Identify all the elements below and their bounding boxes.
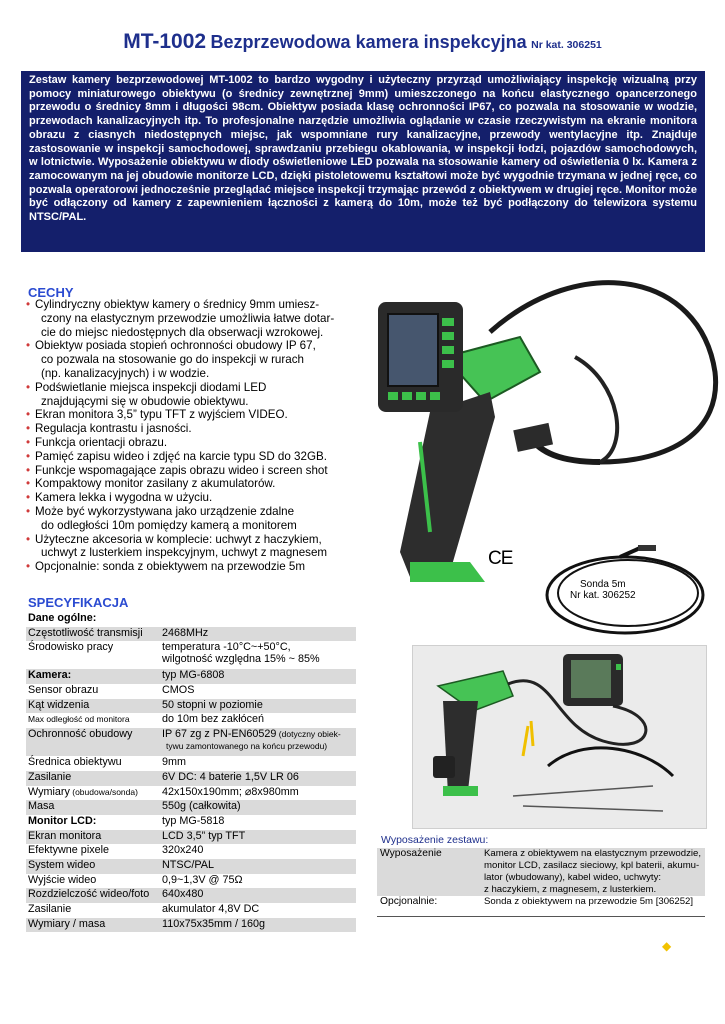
spec-row	[26, 771, 356, 786]
spec-value	[160, 786, 356, 801]
feature-line: czony na elastycznym przewodzie umożliwia łatwe dotar-	[41, 311, 335, 325]
kit-divider	[377, 916, 705, 917]
spec-label	[26, 771, 160, 786]
kit-label: Opcjonalnie:	[380, 896, 438, 907]
feature-line: (np. kanalizacyjnych) i w wodzie.	[41, 366, 210, 380]
bullet-icon: •	[26, 477, 31, 491]
spec-value-text: 550g (całkowita)	[162, 800, 241, 813]
bullet-icon: •	[26, 298, 31, 311]
feature-item	[26, 560, 366, 574]
kit-value	[481, 848, 705, 896]
bullet-icon: •	[26, 449, 31, 463]
kit-label: Wyposażenie	[377, 848, 481, 896]
spec-label	[26, 728, 160, 756]
feature-line: Ekran monitora 3,5” typu TFT z wyjściem VIDEO.	[35, 408, 288, 422]
spec-value	[160, 641, 356, 669]
spec-label	[26, 786, 160, 801]
spec-label	[26, 888, 160, 903]
kit-row	[377, 848, 705, 896]
feature-line: cie do miejsc niedostępnych dla obserwacji wzrokowej.	[41, 325, 324, 339]
spec-label	[26, 874, 160, 889]
spec-label-text: Częstotliwość transmisji	[28, 626, 143, 639]
kit-title: Wyposażenie zestawu:	[381, 834, 489, 846]
kit-value-line: Sonda z obiektywem na przewodzie 5m [306252]	[484, 896, 694, 907]
spec-value-text: 9mm	[162, 756, 186, 769]
feature-line: Funkcja orientacji obrazu.	[35, 435, 168, 449]
feature-line: Cylindryczny obiektyw kamery o średnicy 9mm umiesz-	[35, 298, 320, 311]
spec-row	[26, 684, 356, 699]
feature-item	[26, 491, 366, 505]
features-title: CECHY	[28, 285, 74, 300]
spec-label-text: Max odległość od monitora	[28, 714, 130, 725]
kit-table	[377, 848, 705, 908]
spec-label-text: Monitor LCD:	[28, 814, 97, 827]
bullet-icon: •	[26, 435, 31, 449]
spec-value-text: 110x75x35mm / 160g	[162, 917, 266, 930]
feature-line: Podświetlanie miejsca inspekcji diodami LED	[35, 380, 267, 394]
spec-value	[160, 800, 356, 815]
spec-label-text: Efektywne pixele	[28, 844, 110, 857]
spec-label-text: Wymiary / masa	[28, 917, 106, 930]
spec-row	[26, 874, 356, 889]
bullet-icon: •	[26, 560, 31, 574]
features-list	[26, 298, 366, 574]
feature-line: Kompaktowy monitor zasilany z akumulatorów.	[35, 477, 276, 491]
spec-value	[160, 888, 356, 903]
spec-value	[160, 903, 356, 918]
kit-row	[377, 896, 705, 908]
spec-label-text: Sensor obrazu	[28, 684, 99, 697]
spec-row	[26, 699, 356, 714]
bullet-icon: •	[26, 463, 31, 477]
spec-value-text: 0,9~1,3V @ 75Ω	[162, 873, 243, 886]
feature-line: Użyteczne akcesoria w komplecie: uchwyt z haczykiem,	[35, 532, 322, 546]
spec-label-text: Kąt widzenia	[28, 698, 90, 711]
spec-row	[26, 888, 356, 903]
feature-line: Obiektyw posiada stopień ochronności obudowy IP 67,	[35, 339, 316, 353]
spec-label-text: System wideo	[28, 858, 96, 871]
specs-title: SPECYFIKACJA	[28, 595, 129, 610]
spec-row	[26, 669, 356, 684]
kit-photo	[412, 645, 707, 829]
spec-label-text: Ekran monitora	[28, 829, 102, 842]
spec-row	[26, 918, 356, 933]
spec-value-text: 42x150x190mm; ⌀8x980mm	[162, 785, 299, 798]
spec-label	[26, 800, 160, 815]
spec-row	[26, 627, 356, 642]
feature-item	[26, 450, 366, 464]
spec-row	[26, 612, 356, 627]
spec-label	[26, 844, 160, 859]
kit-value-line: z haczykiem, z magnesem, z lusterkiem.	[484, 884, 657, 895]
feature-item	[26, 464, 366, 478]
spec-label-text: Środowisko pracy	[28, 641, 114, 654]
product-name: Bezprzewodowa kamera inspekcyjna	[210, 32, 527, 52]
kit-value	[481, 896, 705, 908]
spec-label	[26, 756, 160, 771]
bullet-icon: •	[26, 532, 31, 546]
spec-label	[26, 859, 160, 874]
spec-row	[26, 800, 356, 815]
spec-label	[26, 713, 160, 728]
spec-label-text: Zasilanie	[28, 770, 72, 783]
feature-line: Regulacja kontrastu i jasności.	[35, 422, 192, 436]
spec-value	[160, 874, 356, 889]
bullet-icon: •	[26, 422, 31, 436]
sonda-label-line2: Nr kat. 306252	[570, 590, 636, 601]
spec-value	[160, 918, 356, 933]
bullet-icon: •	[26, 504, 31, 518]
feature-item	[26, 408, 366, 422]
feature-line: Pamięć zapisu wideo i zdjęć na karcie typu SD do 32GB.	[35, 449, 327, 463]
spec-value	[160, 771, 356, 786]
spec-value-note: (dotyczny obiek-	[276, 729, 341, 740]
spec-value	[160, 830, 356, 845]
spec-value	[160, 859, 356, 874]
kit-value-line: Kamera z obiektywem na elastycznym przewodzie,	[484, 848, 702, 859]
ce-mark: CE	[488, 548, 513, 569]
spec-value	[160, 815, 356, 830]
spec-value-text: 320x240	[162, 844, 204, 857]
feature-item	[26, 436, 366, 450]
spec-value-text: IP 67 zg z PN-EN60529	[162, 728, 277, 741]
spec-label-text: Zasilanie	[28, 903, 72, 915]
spec-value-text: temperatura -10°C~+50°C,	[162, 641, 291, 654]
spec-label	[26, 815, 160, 830]
spec-value-text: 50 stopni w poziomie	[162, 698, 263, 711]
specs-table	[26, 612, 356, 932]
spec-label-text: Ochronność obudowy	[28, 728, 133, 741]
feature-item	[26, 505, 366, 533]
spec-label-text: Kamera:	[28, 669, 72, 682]
spec-value	[160, 684, 356, 699]
spec-label	[26, 627, 160, 642]
spec-label	[26, 669, 160, 684]
feature-line: do odległości 10m pomiędzy kamerą a monitorem	[41, 518, 297, 532]
bullet-icon: •	[26, 339, 31, 353]
spec-value	[160, 728, 356, 756]
spec-value-text: typ MG-5818	[162, 814, 225, 827]
spec-label-text: Średnica obiektywu	[28, 756, 122, 769]
spec-label	[26, 684, 160, 699]
spec-value-text: 640x480	[162, 888, 204, 901]
feature-line: Funkcje wspomagające zapis obrazu wideo i screen shot	[35, 463, 328, 477]
spec-label	[26, 830, 160, 845]
spec-row	[26, 859, 356, 874]
spec-row	[26, 815, 356, 830]
bullet-icon: •	[26, 491, 31, 505]
spec-row	[26, 830, 356, 845]
bullet-icon: •	[26, 380, 31, 394]
feature-line: co pozwala na stosowanie go do inspekcji w rurach	[41, 353, 304, 367]
feature-item	[26, 381, 366, 409]
spec-value	[160, 669, 356, 684]
spec-label	[26, 918, 160, 933]
page-title	[0, 30, 725, 54]
spec-value	[160, 713, 356, 728]
kit-value-line: lator (wbudowany), kabel wideo, uchwyty:	[484, 872, 662, 883]
spec-label	[26, 612, 160, 627]
bullet-icon: •	[26, 408, 31, 422]
feature-line: uchwyt z lusterkiem inspekcyjnym, uchwyt z magnesem	[41, 546, 328, 560]
spec-label	[26, 641, 160, 669]
spec-value	[160, 612, 356, 627]
catalog-number: Nr kat. 306251	[531, 39, 602, 51]
feature-line: Kamera lekka i wygodna w użyciu.	[35, 491, 213, 505]
kit-value-line: monitor LCD, zasilacz sieciowy, kpl baterii, akumu-	[484, 860, 700, 871]
spec-value-text: LCD 3,5” typ TFT	[162, 829, 246, 842]
spec-row	[26, 903, 356, 918]
spec-value-text: do 10m bez zakłóceń	[162, 713, 265, 726]
spec-row	[26, 844, 356, 859]
feature-line: znajdującymi się w obudowie obiektywu.	[41, 394, 249, 408]
intro-description: Zestaw kamery bezprzewodowej MT-1002 to bardzo wygodny i użyteczny przyrząd umożliwiający inspekcję wizualną przy pomocy miniaturowego obiektywu (o średnicy zewnętrznej 9mm) umieszczonego na końcu elastycznego opancerzonego przewodu o średnicy 8mm i długości 98cm. Obiektyw posiada klasę ochronności IP67, co pozwala na stosowanie w wodzie, przewodach kanalizacyjnych itp. To profesjonalne narzędzie umożliwia oglądanie w czasie rzeczywistym na ekranie monitora obrazu z ciasnych niedostępnych miejsc, jak wspomniane rury kanalizacyjne, przewody wentylacyjne itp. Znajduje zastosowanie w inspekcji samochodowej, sprawdzaniu przebiegu okablowania, w inspekcji łodzi, pojazdów samochodowych, w lotnictwie. Wyposażenie obiektywu w diody oświetleniowe LED pozwala na stosowanie kamery od oświetlenia 0 lx. Kamera z zamocowanym na jej obudowie monitorze LCD, dzięki pistoletowemu kształtowi może być wygodnie trzymana w jednej ręce, co pozwala operatorowi jednocześnie przeglądać miejsce inspekcji trzymając przewód z obiektywem w drugiej ręce. Monitor może być odłączony od kamery z zapewnieniem łączności z kamerą do 10m, może też być podłączony do telewizora systemu NTSC/PAL.	[21, 71, 705, 252]
kit-photo-illustration	[413, 646, 706, 828]
spec-value	[160, 627, 356, 642]
decorative-dot: ◆	[662, 939, 672, 953]
spec-row	[26, 713, 356, 728]
spec-value	[160, 756, 356, 771]
spec-label-text: Dane ogólne:	[28, 612, 97, 624]
feature-line: Opcjonalnie: sonda z obiektywem na przewodzie 5m	[35, 560, 306, 574]
spec-label	[26, 699, 160, 714]
spec-value-line2: tywu zamontowanego na końcu przewodu)	[166, 741, 328, 752]
spec-value-text: typ MG-6808	[162, 669, 225, 682]
spec-label-note: (obudowa/sonda)	[69, 786, 138, 797]
spec-value-text: CMOS	[162, 684, 195, 697]
feature-item	[26, 339, 366, 380]
spec-label-text: Wyjście wideo	[28, 873, 97, 886]
spec-row	[26, 756, 356, 771]
feature-item	[26, 533, 366, 561]
spec-row	[26, 641, 356, 669]
spec-row	[26, 786, 356, 801]
inspection-camera-image	[370, 262, 725, 592]
spec-label-text: Rozdzielczość wideo/foto	[28, 888, 150, 901]
spec-value-text: akumulator 4,8V DC	[162, 903, 260, 915]
feature-item	[26, 422, 366, 436]
spec-label	[26, 903, 160, 918]
spec-value-text: 2468MHz	[162, 626, 209, 639]
spec-row	[26, 728, 356, 756]
spec-value-text: 6V DC: 4 baterie 1,5V LR 06	[162, 770, 299, 783]
feature-item	[26, 477, 366, 491]
spec-value-line2: wilgotność względna 15% ~ 85%	[162, 653, 320, 666]
spec-value-text: NTSC/PAL	[162, 858, 214, 871]
feature-line: Może być wykorzystywana jako urządzenie zdalne	[35, 504, 295, 518]
sonda-label-line1: Sonda 5m	[580, 579, 626, 590]
model-name: MT-1002	[123, 30, 207, 53]
spec-label-text: Masa	[28, 800, 55, 813]
feature-item	[26, 298, 366, 339]
sonda-label	[570, 579, 636, 601]
spec-label-text: Wymiary	[28, 785, 70, 798]
spec-value	[160, 844, 356, 859]
spec-value	[160, 699, 356, 714]
